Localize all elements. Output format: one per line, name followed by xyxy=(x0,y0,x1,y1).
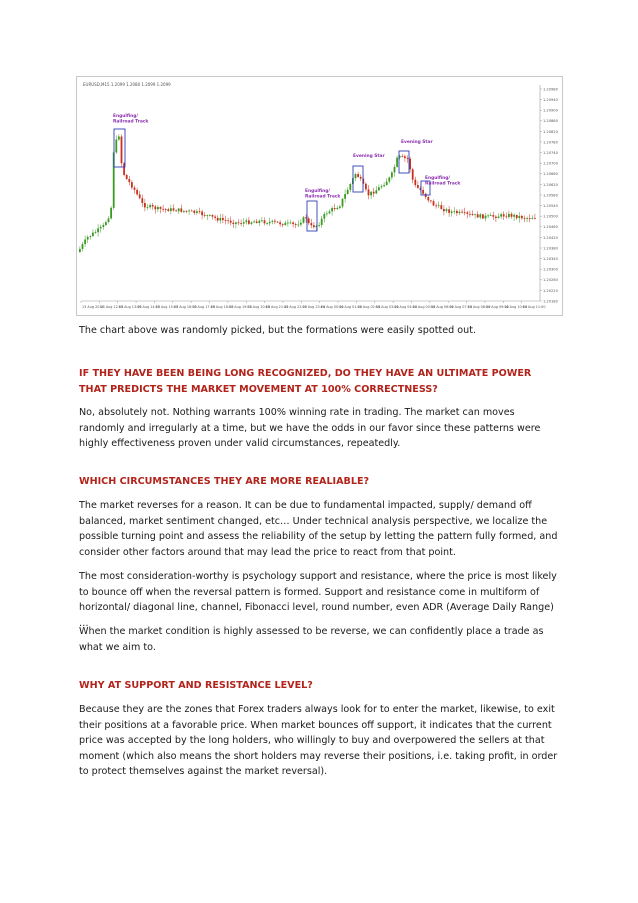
candle-body xyxy=(357,174,359,177)
time-tick-label: 14 Aug 06:00 xyxy=(430,305,454,309)
candle-body xyxy=(531,218,533,219)
section-heading-support-resistance: WHY AT SUPPORT AND RESISTANCE LEVEL? xyxy=(79,680,313,691)
candle-body xyxy=(318,225,320,226)
price-tick-label: 1.20260 xyxy=(543,278,558,283)
candle-body xyxy=(196,211,198,213)
candle-body xyxy=(485,216,487,219)
candle-body xyxy=(219,218,221,221)
candle-body xyxy=(222,218,224,220)
chart-canvas xyxy=(77,77,562,315)
candle-body xyxy=(498,217,500,218)
candle-body xyxy=(513,215,515,217)
candle-body xyxy=(188,211,190,212)
price-tick-label: 1.20780 xyxy=(543,140,558,145)
time-tick-label: 13 Aug 20:00 xyxy=(247,305,271,309)
candle-body xyxy=(79,249,81,252)
candle-body xyxy=(256,221,258,222)
candle-body xyxy=(524,218,526,219)
time-tick-label: 14 Aug 01:00 xyxy=(339,305,362,309)
pattern-annotation-label: Engulfing/ xyxy=(113,114,139,119)
candle-body xyxy=(313,225,315,227)
candle-body xyxy=(453,211,455,212)
candle-body xyxy=(144,203,146,207)
candle-body xyxy=(240,223,242,224)
candle-body xyxy=(321,219,323,225)
candle-body xyxy=(232,223,234,224)
candle-body xyxy=(92,233,94,236)
candle-body xyxy=(118,137,120,140)
candle-body xyxy=(464,212,466,213)
candle-body xyxy=(162,209,164,210)
candle-body xyxy=(274,221,276,222)
candle-body xyxy=(258,221,260,223)
price-tick-label: 1.20940 xyxy=(543,98,558,102)
candle-body xyxy=(479,214,481,217)
candle-body xyxy=(131,182,133,187)
price-tick-label: 1.20340 xyxy=(543,257,558,261)
candle-body xyxy=(186,211,188,212)
candle-body xyxy=(518,216,520,218)
candle-body xyxy=(178,208,180,211)
candle-body xyxy=(87,237,89,240)
candle-body xyxy=(334,208,336,209)
candle-body xyxy=(310,223,312,225)
price-tick-label: 1.20620 xyxy=(543,182,558,187)
candle-body xyxy=(329,211,331,213)
candle-body xyxy=(287,223,289,224)
candle-body xyxy=(201,212,203,216)
candle-body xyxy=(191,211,193,212)
candle-body xyxy=(110,208,112,219)
candle-body xyxy=(373,192,375,194)
candle-body xyxy=(469,214,471,215)
time-tick-label: 13 Aug 23:00 xyxy=(302,305,326,309)
candle-body xyxy=(534,218,536,219)
candle-body xyxy=(451,211,453,212)
time-tick-label: 13 Aug 22:00 xyxy=(283,305,307,309)
candle-body xyxy=(243,222,245,223)
price-tick-label: 1.20580 xyxy=(543,193,558,198)
time-tick-label: 13 Aug 21:00 xyxy=(265,305,289,309)
price-tick-label: 1.20220 xyxy=(543,288,558,293)
candle-body xyxy=(495,217,497,218)
candle-body xyxy=(435,205,437,206)
price-tick-label: 1.20420 xyxy=(543,235,558,240)
candle-body xyxy=(417,185,419,188)
candle-body xyxy=(323,214,325,219)
time-tick-label: 13 Aug 14:00 xyxy=(137,305,160,309)
candle-body xyxy=(391,172,393,177)
candle-body xyxy=(126,175,128,179)
candle-body xyxy=(300,223,302,225)
price-tick-label: 1.20300 xyxy=(543,267,558,272)
candle-body xyxy=(440,205,442,209)
candle-body xyxy=(386,182,388,185)
candle-body xyxy=(82,244,84,249)
pattern-highlight-box xyxy=(307,201,317,231)
candle-body xyxy=(412,169,414,179)
candle-body xyxy=(134,188,136,190)
candle-body xyxy=(427,197,429,200)
candle-body xyxy=(115,140,117,153)
candle-body xyxy=(100,227,102,228)
candle-body xyxy=(409,159,411,169)
candle-body xyxy=(89,236,91,237)
candle-body xyxy=(355,174,357,178)
candle-body xyxy=(290,223,292,224)
time-tick-label: 13 Aug 2014 xyxy=(82,305,104,309)
price-tick-label: 1.20700 xyxy=(543,161,558,166)
candle-body xyxy=(459,212,461,213)
candle-body xyxy=(492,215,494,217)
candle-body xyxy=(383,185,385,186)
candle-body xyxy=(206,215,208,216)
candle-body xyxy=(271,221,273,222)
candle-body xyxy=(248,220,250,223)
candle-body xyxy=(97,228,99,232)
candle-body xyxy=(396,158,398,167)
candle-body xyxy=(438,205,440,206)
candle-body xyxy=(108,218,110,222)
forex-candlestick-chart xyxy=(76,76,563,316)
candle-body xyxy=(261,220,263,221)
time-tick-label: 13 Aug 12:00 xyxy=(100,305,124,309)
candle-body xyxy=(511,214,513,217)
candle-body xyxy=(303,217,305,223)
paragraph-market-reverses: The market reverses for a reason. It can be due to fundamental impacted, supply/ demand off balanced, market sentiment changed, etc… Under technical analysis perspective, we localize the possible turning point and assess the reliability of the setup by letting the pattern fully formed, and consider other factors around that may lead the price to react from that point. xyxy=(79,500,558,558)
candle-body xyxy=(422,190,424,194)
candle-body xyxy=(136,190,138,194)
candle-body xyxy=(128,179,130,182)
candle-body xyxy=(160,207,162,209)
candle-body xyxy=(326,213,328,214)
candle-body xyxy=(180,208,182,211)
candle-body xyxy=(121,137,123,164)
paragraph-zones-traders: Because they are the zones that Forex traders always look for to enter the market, likewise, to exit their positions at a favorable price. When market bounces off support, it indicates that the current price was accepted by the long holders, who willingly to buy and overpowered the sellers at that moment (which also means the short holders may reverse their positions, i.e. taking profit, in order to protect themselves against the market reversal). xyxy=(79,704,558,777)
pattern-annotation-label: Railroad Track xyxy=(113,119,149,125)
candle-body xyxy=(365,184,367,190)
price-tick-label: 1.20740 xyxy=(543,151,558,155)
candle-body xyxy=(347,190,349,194)
section-heading-circumstances: WHICH CIRCUMSTANCES THEY ARE MORE REALIABLE? xyxy=(79,476,370,487)
candle-body xyxy=(490,215,492,216)
candle-body xyxy=(378,187,380,190)
candle-body xyxy=(149,205,151,207)
pattern-highlight-box xyxy=(353,166,363,192)
candle-body xyxy=(154,206,156,209)
symbol-info-text: EURUSD,M15 1.2099 1.2080 1.2099 1.2099 xyxy=(83,82,171,87)
candle-body xyxy=(526,218,528,219)
candle-body xyxy=(461,212,463,213)
price-tick-label: 1.20820 xyxy=(543,129,558,134)
pattern-annotation-label: Evening Star xyxy=(401,140,433,145)
time-tick-label: 14 Aug 00:00 xyxy=(320,305,344,309)
pattern-annotation-label: Evening Star xyxy=(353,154,385,159)
candle-body xyxy=(105,222,107,225)
paragraph-no-absolutely-not: No, absolutely not. Nothing warrants 100% winning rate in trading. The market can moves randomly and irregularly at a time, but we have the odds in our favor since these patterns were highly effectiveness proven under valid circumstances, repeatedly. xyxy=(79,407,541,449)
candle-body xyxy=(282,224,284,225)
candle-body xyxy=(516,215,518,218)
candle-body xyxy=(141,198,143,203)
candle-body xyxy=(446,209,448,211)
time-tick-label: 14 Aug 11:00 xyxy=(522,305,546,309)
price-tick-label: 1.20900 xyxy=(543,108,558,113)
candle-body xyxy=(227,220,229,221)
candle-body xyxy=(193,211,195,213)
candle-body xyxy=(230,221,232,223)
candle-body xyxy=(204,215,206,216)
candle-body xyxy=(84,240,86,245)
time-tick-label: 13 Aug 15:00 xyxy=(155,305,179,309)
candle-body xyxy=(173,208,175,210)
time-tick-label: 13 Aug 13:00 xyxy=(118,305,142,309)
candle-body xyxy=(284,223,286,225)
paragraph-psychology-support: The most consideration-worthy is psychology support and resistance, where the price is most likely to bounce off when the reversal pattern is formed. Support and resistance come in multiform of horizontal/ diagonal line, channel, Fibonacci level, round number, even ADR (Average Daily Range) … xyxy=(79,571,557,629)
candle-body xyxy=(147,207,149,208)
pattern-annotation-label: Railroad Track xyxy=(425,181,461,187)
section-heading-ultimate-power: IF THEY HAVE BEEN BEING LONG RECOGNIZED, DO THEY HAVE AN ULTIMATE POWER THAT PREDICTS THE MARKET MOVEMENT AT 100% CORRECTNESS? xyxy=(79,368,532,395)
candle-body xyxy=(529,218,531,219)
candle-body xyxy=(212,215,214,217)
price-tick-label: 1.20660 xyxy=(543,172,558,177)
candle-body xyxy=(388,177,390,181)
candle-body xyxy=(472,214,474,215)
candle-body xyxy=(297,225,299,226)
candle-body xyxy=(245,220,247,222)
candle-body xyxy=(253,221,255,222)
candle-body xyxy=(344,194,346,199)
candle-body xyxy=(269,222,271,223)
candle-body xyxy=(167,209,169,211)
pattern-annotation-label: Engulfing/ xyxy=(305,189,331,194)
candle-body xyxy=(474,214,476,215)
candle-body xyxy=(170,208,172,211)
time-tick-label: 13 Aug 17:00 xyxy=(192,305,216,309)
time-tick-label: 14 Aug 08:00 xyxy=(467,305,491,309)
candle-body xyxy=(500,214,502,216)
price-tick-label: 1.20460 xyxy=(543,225,558,230)
chart-caption: The chart above was randomly picked, but the formations were easily spotted out. xyxy=(79,325,477,336)
candle-body xyxy=(238,222,240,223)
time-tick-label: 14 Aug 07:00 xyxy=(449,305,473,309)
candle-body xyxy=(336,208,338,209)
price-tick-label: 1.20180 xyxy=(543,299,558,304)
candle-body xyxy=(430,200,432,201)
time-tick-label: 14 Aug 05:00 xyxy=(412,305,436,309)
time-tick-label: 14 Aug 03:00 xyxy=(375,305,399,309)
candle-body xyxy=(251,222,253,224)
price-tick-label: 1.20980 xyxy=(543,87,558,92)
candle-body xyxy=(342,199,344,207)
candle-body xyxy=(199,211,201,212)
candle-body xyxy=(209,215,211,216)
candle-body xyxy=(95,232,97,233)
price-tick-label: 1.20540 xyxy=(543,204,558,208)
time-tick-label: 14 Aug 04:00 xyxy=(394,305,417,309)
candle-body xyxy=(508,214,510,217)
candle-body xyxy=(477,214,479,217)
price-tick-label: 1.20380 xyxy=(543,246,558,251)
candle-body xyxy=(401,156,403,157)
candle-body xyxy=(292,223,294,225)
time-tick-label: 14 Aug 09:00 xyxy=(485,305,509,309)
candle-body xyxy=(505,216,507,217)
candle-body xyxy=(277,222,279,223)
candle-body xyxy=(102,225,104,227)
candle-body xyxy=(279,222,281,224)
candle-body xyxy=(152,205,154,206)
time-tick-label: 13 Aug 19:00 xyxy=(228,305,252,309)
candle-body xyxy=(433,201,435,205)
price-tick-label: 1.20500 xyxy=(543,214,558,219)
candle-body xyxy=(466,212,468,213)
candle-body xyxy=(521,216,523,218)
candle-body xyxy=(339,207,341,208)
candle-body xyxy=(482,214,484,218)
candle-body xyxy=(360,177,362,179)
pattern-annotation-label: Engulfing/ xyxy=(425,176,451,181)
candle-body xyxy=(139,194,141,198)
candle-body xyxy=(407,158,409,159)
pattern-annotation-label: Railroad Track xyxy=(305,194,341,200)
candle-body xyxy=(217,218,219,221)
time-tick-label: 14 Aug 02:00 xyxy=(357,305,381,309)
candle-body xyxy=(266,223,268,224)
candle-body xyxy=(349,184,351,190)
candle-body xyxy=(370,192,372,196)
candle-body xyxy=(414,180,416,185)
price-tick-label: 1.20860 xyxy=(543,119,558,124)
candle-body xyxy=(381,186,383,187)
time-tick-label: 13 Aug 16:00 xyxy=(173,305,197,309)
candle-body xyxy=(503,214,505,216)
candle-body xyxy=(214,217,216,218)
candle-body xyxy=(456,211,458,213)
candle-body xyxy=(295,224,297,225)
time-tick-label: 13 Aug 18:00 xyxy=(210,305,234,309)
candle-body xyxy=(157,207,159,209)
candle-body xyxy=(225,220,227,221)
candle-body xyxy=(175,210,177,211)
candle-body xyxy=(331,208,333,211)
time-tick-label: 14 Aug 10:00 xyxy=(504,305,528,309)
paragraph-confident-trade: When the market condition is highly assessed to be reverse, we can confidently place a trade as what we aim to. xyxy=(79,626,544,653)
candle-body xyxy=(443,209,445,211)
candle-body xyxy=(404,156,406,158)
candle-body xyxy=(375,190,377,193)
candle-body xyxy=(308,218,310,223)
candle-body xyxy=(487,215,489,216)
candle-body xyxy=(165,209,167,210)
candle-body xyxy=(394,167,396,173)
candle-body xyxy=(264,220,266,223)
candle-body xyxy=(183,211,185,212)
candle-body xyxy=(368,189,370,195)
candle-body xyxy=(448,209,450,213)
candle-body xyxy=(235,222,237,224)
